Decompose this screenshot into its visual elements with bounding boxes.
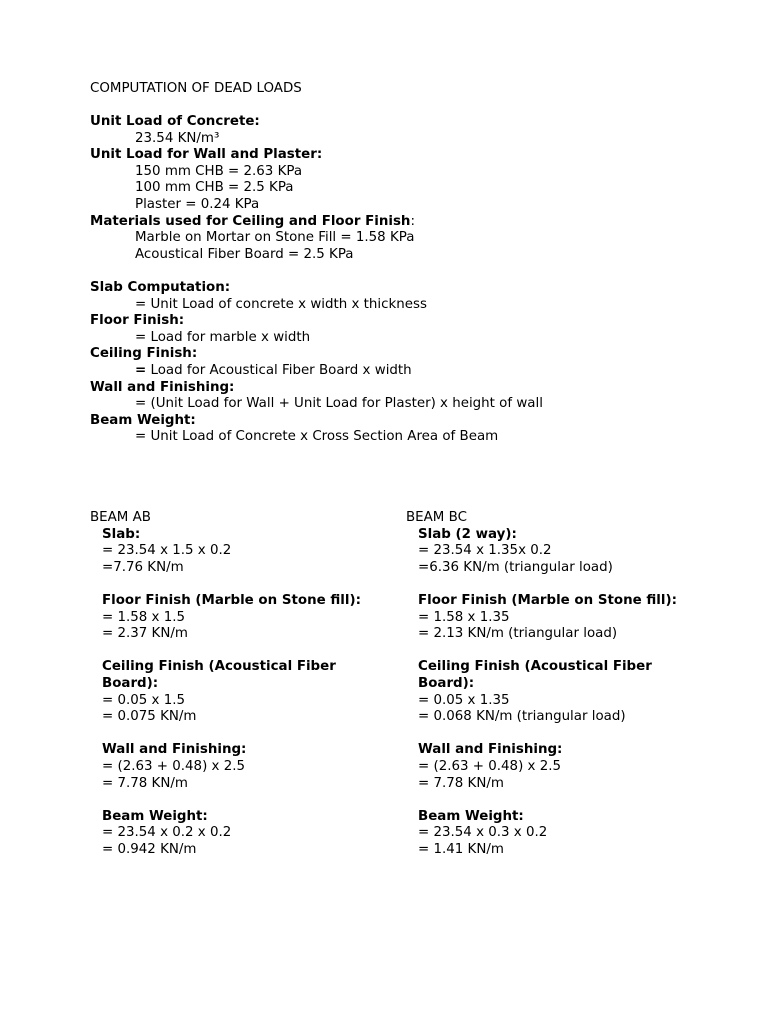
materials-heading-line bbox=[90, 214, 730, 231]
section-line: =6.36 KN/m (triangular load) bbox=[418, 559, 613, 575]
section-line: = 0.068 KN/m (triangular load) bbox=[418, 709, 626, 725]
formula-heading: Beam Weight: bbox=[90, 412, 196, 428]
section-heading: Beam Weight: bbox=[102, 808, 208, 824]
section-line: = 2.13 KN/m (triangular load) bbox=[418, 626, 618, 642]
formula-line: = Load for Acoustical Fiber Board x width bbox=[135, 362, 412, 378]
section-heading: Slab (2 way): bbox=[418, 526, 517, 542]
wall-plaster-heading: Unit Load for Wall and Plaster: bbox=[90, 147, 323, 163]
beam-bc-ceiling-finish bbox=[418, 659, 706, 725]
section-heading: Ceiling Finish (Acoustical Fiber Board): bbox=[102, 659, 336, 691]
formula-heading: Slab Computation: bbox=[90, 279, 231, 295]
formula-line: = (Unit Load for Wall + Unit Load for Plaster) x height of wall bbox=[135, 396, 543, 412]
beam-bc-floor-finish bbox=[418, 593, 706, 643]
formulas-section bbox=[90, 280, 730, 446]
beam-bc-slab bbox=[418, 527, 706, 577]
beam-bc-beam-weight bbox=[418, 809, 706, 859]
unit-loads-section bbox=[90, 114, 730, 446]
section-heading: Slab: bbox=[102, 526, 141, 542]
section-line: = 0.05 x 1.35 bbox=[418, 692, 510, 708]
document-title: COMPUTATION OF DEAD LOADS bbox=[90, 81, 302, 96]
concrete-heading: Unit Load of Concrete: bbox=[90, 114, 260, 129]
section-heading: Wall and Finishing: bbox=[418, 742, 563, 758]
section-line: = 0.075 KN/m bbox=[102, 709, 197, 725]
section-line: = (2.63 + 0.48) x 2.5 bbox=[102, 758, 246, 774]
materials-colon: : bbox=[410, 213, 415, 229]
material-item: Marble on Mortar on Stone Fill = 1.58 KPa bbox=[135, 230, 415, 246]
section-line: = 7.78 KN/m bbox=[102, 775, 188, 791]
section-line: = 0.05 x 1.5 bbox=[102, 692, 186, 708]
section-line: = 1.41 KN/m bbox=[418, 841, 504, 857]
section-line: = 2.37 KN/m bbox=[102, 626, 188, 642]
section-heading: Floor Finish (Marble on Stone fill): bbox=[418, 592, 677, 608]
materials-heading: Materials used for Ceiling and Floor Finish bbox=[90, 213, 411, 229]
formula-line: = Unit Load of Concrete x Cross Section Area of Beam bbox=[135, 429, 499, 445]
formula-heading: Floor Finish: bbox=[90, 313, 185, 329]
wall-item: Plaster = 0.24 KPa bbox=[135, 196, 260, 212]
section-line: = 23.54 x 1.35x 0.2 bbox=[418, 543, 552, 559]
beam-ab-slab bbox=[102, 527, 390, 577]
beam-ab-title: BEAM AB bbox=[90, 510, 151, 525]
beam-ab-beam-weight bbox=[102, 809, 390, 859]
wall-item: 150 mm CHB = 2.63 KPa bbox=[135, 163, 303, 179]
wall-item: 100 mm CHB = 2.5 KPa bbox=[135, 180, 294, 196]
formula-line: = Unit Load of concrete x width x thickness bbox=[135, 296, 427, 312]
section-line: = (2.63 + 0.48) x 2.5 bbox=[418, 758, 562, 774]
section-line: =7.76 KN/m bbox=[102, 559, 184, 575]
beam-bc-wall-finishing bbox=[418, 742, 706, 792]
section-line: = 23.54 x 1.5 x 0.2 bbox=[102, 543, 232, 559]
section-heading: Floor Finish (Marble on Stone fill): bbox=[102, 592, 361, 608]
beam-ab-column bbox=[90, 510, 390, 875]
section-heading: Ceiling Finish (Acoustical Fiber Board): bbox=[418, 659, 652, 691]
section-line: = 23.54 x 0.2 x 0.2 bbox=[102, 825, 232, 841]
beam-ab-wall-finishing bbox=[102, 742, 390, 792]
beam-bc-title: BEAM BC bbox=[406, 510, 467, 525]
section-heading: Wall and Finishing: bbox=[102, 742, 247, 758]
beam-bc-column bbox=[406, 510, 706, 875]
material-item: Acoustical Fiber Board = 2.5 KPa bbox=[135, 246, 354, 262]
beam-ab-floor-finish bbox=[102, 593, 390, 643]
section-line: = 1.58 x 1.5 bbox=[102, 609, 186, 625]
section-line: = 0.942 KN/m bbox=[102, 841, 197, 857]
formula-heading: Wall and Finishing: bbox=[90, 379, 235, 395]
section-heading: Beam Weight: bbox=[418, 808, 524, 824]
formula-heading: Ceiling Finish: bbox=[90, 346, 198, 362]
beam-ab-ceiling-finish bbox=[102, 659, 390, 725]
section-line: = 23.54 x 0.3 x 0.2 bbox=[418, 825, 548, 841]
concrete-value: 23.54 KN/m³ bbox=[135, 130, 220, 146]
formula-line: = Load for marble x width bbox=[135, 329, 311, 345]
section-line: = 1.58 x 1.35 bbox=[418, 609, 510, 625]
section-line: = 7.78 KN/m bbox=[418, 775, 504, 791]
